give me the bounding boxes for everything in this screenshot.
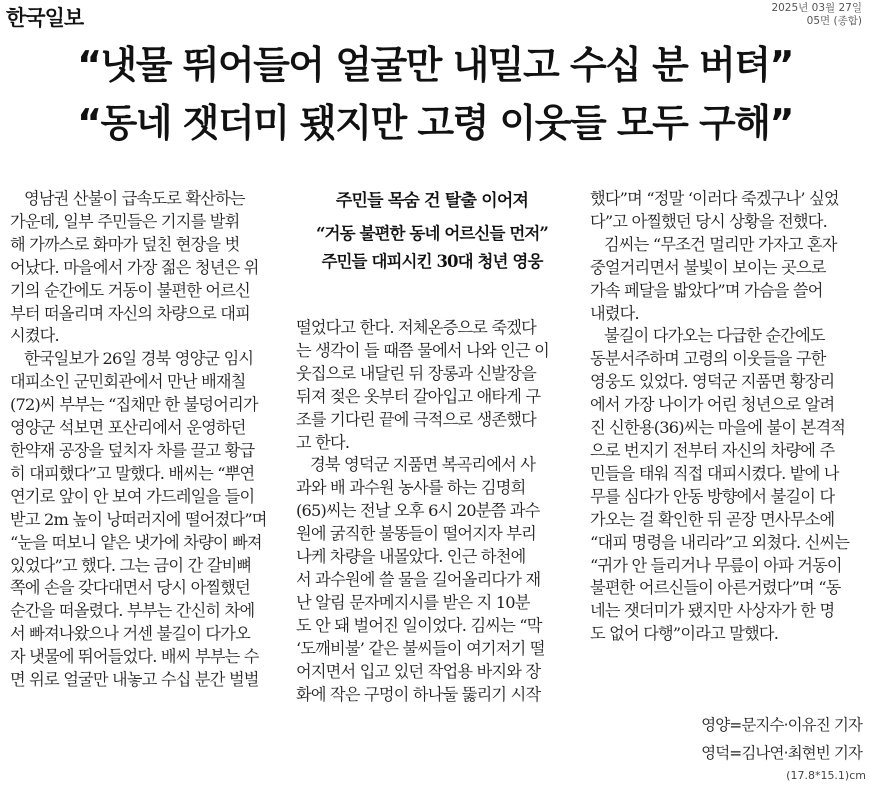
article-text-line: “대피 명령을 내리라”고 외쳤다. 신씨는 <box>590 532 850 552</box>
issue-date: 2025년 03월 27일 <box>771 2 862 14</box>
article-text-line: 순간을 떠올렸다. 부부는 간신히 차에 <box>10 601 255 621</box>
article-text-line: 다”고 아찔했던 당시 상황을 전했다. <box>590 211 827 231</box>
article-text-line: 있었다”고 했다. 그는 금이 간 갈비뼈 <box>10 555 252 575</box>
byline-yeongdeok: 영덕=김나연·최현빈 기자 <box>701 744 862 762</box>
article-text-line: 서 빠져나왔으나 거센 불길이 다가오 <box>10 624 250 644</box>
article-text-line: ‘도깨비불’ 같은 불씨들이 여기저기 떨 <box>296 638 545 658</box>
article-text-line: 가운데, 일부 주민들은 기지를 발휘 <box>10 211 240 231</box>
article-text-line: (65)씨는 전날 오후 6시 20분쯤 과수 <box>296 501 540 521</box>
article-text-line: 어났다. 마을에서 가장 젊은 청년은 위 <box>10 257 259 277</box>
article-text-line: 중얼거리면서 불빛이 보이는 곳으로 <box>590 257 826 277</box>
dateline <box>771 2 862 28</box>
article-text-line: 어지면서 입고 있던 작업용 바지와 장 <box>296 661 541 681</box>
article-text-line: 면 위로 얼굴만 내놓고 수십 분간 벌벌 <box>10 670 259 690</box>
article-text-line: “눈을 떠보니 얕은 냇가에 차량이 빠져 <box>10 532 262 552</box>
subhead-quote: “거동 불편한 동네 어르신들 먼저” <box>315 224 549 243</box>
article-text-line: 민들을 태워 직접 대피시켰다. 밭에 나 <box>590 463 839 483</box>
article-text-line: 부터 떠올리며 자신의 차량으로 대피 <box>10 303 250 323</box>
article-column-1 <box>10 188 280 692</box>
article-text-line: 으로 번지기 전부터 자신의 차량에 주 <box>590 440 835 460</box>
article-text-line: 쪽에 손을 갖다대면서 당시 아찔했던 <box>10 578 250 598</box>
article-text-line: 불길이 다가오는 다급한 순간에도 <box>604 326 825 346</box>
article-text-line: 화에 작은 구멍이 하나둘 뚫리기 시작 <box>296 684 541 704</box>
article-text-line: 난 알림 문자메지시를 받은 지 10분 <box>296 592 530 612</box>
article-text-line: 내렸다. <box>590 303 639 323</box>
article-text-line: 한약재 공장을 덮치자 차를 끌고 황급 <box>10 440 255 460</box>
article-text-line: 영웅도 있었다. 영덕군 지품면 황장리 <box>590 372 835 392</box>
headline-line-2: “동네 잿더미 됐지만 고령 이웃들 모두 구해” <box>77 101 793 145</box>
article-text-line: 해 가까스로 화마가 덮친 현장을 벗 <box>10 234 240 254</box>
article-text-line: 는 생각이 들 때쯤 물에서 나와 인근 이 <box>296 340 549 360</box>
article-text-line: 가오는 걸 확인한 뒤 곧장 면사무소에 <box>590 509 835 529</box>
article-text-line: 시켰다. <box>10 326 59 346</box>
article-text-line: 도 안 돼 벌어진 일이었다. 김씨는 “막 <box>296 615 542 635</box>
article-text-line: 대피소인 군민회관에서 만난 배재칠 <box>10 372 246 392</box>
article-text-line: 히 대피했다”고 말했다. 배씨는 “뿌연 <box>10 463 255 483</box>
subhead-hero: 주민들 대피시킨 30대 청년 영웅 <box>321 252 543 271</box>
subhead-title: 주민들 목숨 건 탈출 이어져 <box>335 191 529 211</box>
article-text-line: 원에 굵직한 불똥들이 떨어지자 부리 <box>296 524 536 544</box>
byline-yeongyang: 영양=문지수·이유진 기자 <box>701 716 862 734</box>
article-text-line: 과와 배 과수원 농사를 하는 김명희 <box>296 478 526 498</box>
article-text-line: 받고 2m 높이 낭떠러지에 떨어졌다”며 <box>10 509 267 529</box>
article-text-line: 조를 기다린 끝에 극적으로 생존했다 <box>296 409 536 429</box>
article-text-line: 한국일보가 26일 경북 영양군 임시 <box>24 349 254 369</box>
article-size-note: (17.8*15.1)cm <box>786 769 866 782</box>
article-text-line: 영남권 산불이 급속도로 확산하는 <box>24 189 245 208</box>
article-text-line: (72)씨 부부는 “집채만 한 불덩어리가 <box>10 395 258 415</box>
article-text-line: 기의 순간에도 거동이 불편한 어르신 <box>10 280 250 300</box>
article-text-line: 동분서주하며 고령의 이웃들을 구한 <box>590 349 826 369</box>
article-text-line: 경북 영덕군 지품면 복곡리에서 사 <box>310 455 536 475</box>
article-text-line: “귀가 안 들리거나 무릎이 아파 거동이 <box>590 555 842 575</box>
article-text-line: 진 신한용(36)씨는 마을에 불이 본격적 <box>590 418 846 438</box>
article-text-line: 고 한다. <box>296 432 350 452</box>
article-text-line: 가속 페달을 밟았다”며 가슴을 쓸어 <box>590 280 823 300</box>
page-section: 05면 (종합) <box>806 15 862 27</box>
article-text-line: 나케 차량을 내몰았다. 인근 하천에 <box>296 547 526 567</box>
article-text-line: 떨었다고 한다. 저체온증으로 죽겠다 <box>296 318 536 337</box>
article-column-2 <box>296 317 568 706</box>
newspaper-logo: 한국일보 <box>6 6 84 30</box>
article-text-line: 김씨는 “무조건 멀리만 가자고 혼자 <box>604 234 837 254</box>
article-text-line: 자 냇물에 뛰어들었다. 배씨 부부는 수 <box>10 647 259 667</box>
article-text-line: 불편한 어르신들이 아른거렸다”며 “동 <box>590 578 841 598</box>
article-text-line: 영양군 석보면 포산리에서 운영하던 <box>10 418 246 438</box>
article-text-line: 했다”며 “정말 ‘이러다 죽겠구나’ 싶었 <box>590 189 839 208</box>
article-text-line: 도 없어 다행”이라고 말했다. <box>590 624 779 644</box>
headline-line-1: “냇물 뛰어들어 얼굴만 내밀고 수십 분 버텨” <box>77 43 793 87</box>
article-text-line: 네는 잿더미가 됐지만 사상자가 한 명 <box>590 601 835 621</box>
article-text-line: 뒤져 젖은 옷부터 갈아입고 애타게 구 <box>296 386 541 406</box>
article-text-line: 에서 가장 나이가 어린 청년으로 알려 <box>590 395 835 415</box>
article-text-line: 웃집으로 내달린 뒤 장롱과 신발장을 <box>296 363 536 383</box>
article-column-3 <box>590 188 862 646</box>
subhead-box <box>296 186 568 298</box>
article-text-line: 연기로 앞이 안 보여 가드레일을 들이 <box>10 486 255 506</box>
article-text-line: 무를 심다가 안동 방향에서 불길이 다 <box>590 486 835 506</box>
article-text-line: 서 과수원에 쓸 물을 길어올리다가 재 <box>296 569 541 589</box>
